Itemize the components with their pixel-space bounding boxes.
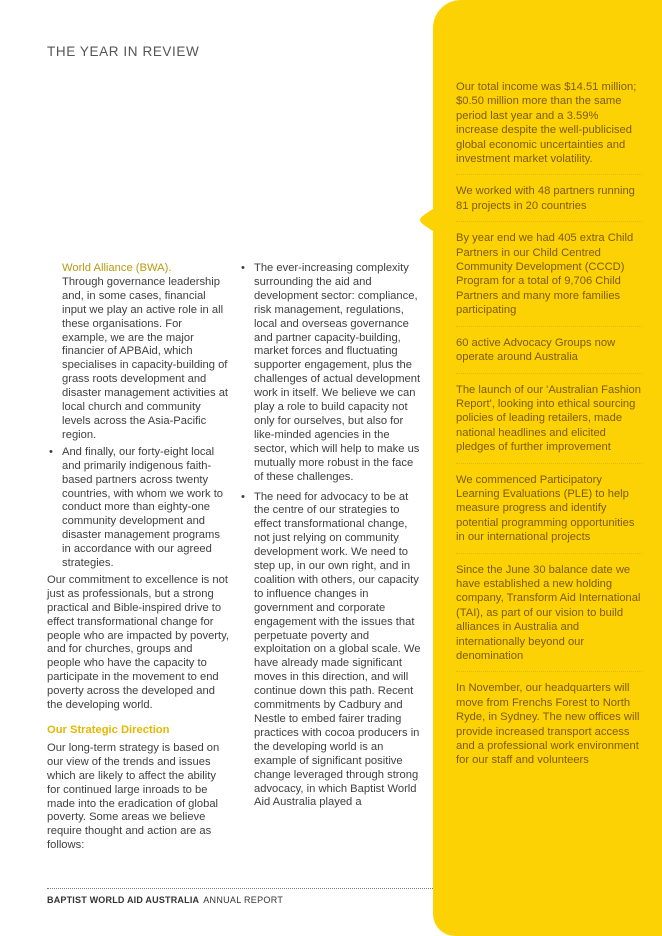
dotted-divider <box>456 221 642 222</box>
bullet-list-middle <box>239 262 422 810</box>
list-item: • And finally, our forty-eight local and primarily indigenous faith-based partners across twenty countries, with whom we work to conduct more than eighty-one community development and disaster management programs in accordance with our agreed strategies. <box>49 445 224 570</box>
dotted-divider <box>456 174 642 175</box>
dotted-divider <box>456 671 642 672</box>
highlight-item: Since the June 30 balance date we have established a new holding company, Transform Aid International (TAI), as part of our vision to build alliances in Australia and internationally beyond our denomination <box>456 563 641 662</box>
commitment-paragraph: Our commitment to excellence is not just as professionals, but a strong practical and Bible-inspired drive to effect transformational change for people who are impacted by poverty, and for churches, groups and people who have the capacity to participate in the movement to end poverty across the developed and the developing world. <box>47 573 230 712</box>
footer-report-label: ANNUAL REPORT <box>203 895 284 905</box>
highlight-item: We commenced Participatory Learning Evaluations (PLE) to help measure progress and identify potential programming opportunities in our international projects <box>456 473 635 544</box>
strategy-paragraph: Our long-term strategy is based on our view of the trends and issues which are likely to affect the ability for continued large inroads to be made into the eradication of global poverty. Some areas we believe require thought and action are as follows: <box>47 741 220 852</box>
page-footer <box>47 895 283 905</box>
highlight-item: 60 active Advocacy Groups now operate around Australia <box>456 336 616 364</box>
panel-notch-shape <box>420 190 450 250</box>
highlight-item: In November, our headquarters will move from Frenchs Forest to North Ryde, in Sydney. The new offices will provide increased transport access and a professional work environment for our staff and volunteers <box>456 682 640 767</box>
bullet-list-left <box>47 446 229 571</box>
dotted-divider <box>456 553 642 554</box>
highlight-item: The launch of our 'Australian Fashion Report', looking into ethical sourcing policies of leading retailers, made national headlines and elicited pledges of further improvement <box>456 383 641 454</box>
body-column-left <box>47 262 229 853</box>
highlight-item: We worked with 48 partners running 81 projects in 20 countries <box>456 185 635 212</box>
list-item: • The ever-increasing complexity surrounding the aid and development sector: compliance, risk management, regulations, local and overseas governance and partner capacity-building, market forces and fluctuating supporter engagement, plus the challenges of actual development work in itself. We believe we can play a role to build capacity not only for ourselves, but also for like-minded agencies in the sector, which will help to make us mutually more robust in the face of these challenges. <box>241 262 421 483</box>
intro-paragraph: Through governance leadership and, in some cases, financial input we play an active role in all these organisations. For example, we are the major financier of APBAid, which specialises in capacity-building of grass roots development and disaster management activities at local church and community levels across the Asia-Pacific region. <box>62 275 229 441</box>
dotted-divider <box>456 373 642 374</box>
strategic-direction-heading: Our Strategic Direction <box>47 724 170 736</box>
page-title: THE YEAR IN REVIEW <box>47 44 200 59</box>
body-column-middle <box>239 262 422 810</box>
footer-divider <box>47 888 433 889</box>
highlights-list <box>456 80 642 776</box>
list-item: • The need for advocacy to be at the centre of our strategies to effect transformational change, not just relying on community development work. We need to step up, in our own right, and in coalition with others, our capacity to influence changes in government and corporate engagement with the issues that perpetuate poverty and exploitation on a global scale. We have already made significant moves in this direction, and will continue down this path. Recent commitments by Cadbury and Nestle to embed fairer trading practices with cocoa producers in the developing world is an example of significant positive change leveraged through strong advocacy, in which Baptist World Aid Australia played a <box>241 490 421 809</box>
highlight-item: Our total income was $14.51 million; $0.50 million more than the same period last year and a 3.59% increase despite the well-publicised global economic uncertainties and investment market volatility. <box>456 81 637 166</box>
highlight-item: By year end we had 405 extra Child Partners in our Child Centred Community Development (CCCD) Program for a total of 9,706 Child Partners and many more families participating <box>456 232 634 317</box>
footer-org-name: BAPTIST WORLD AID AUSTRALIA <box>47 895 200 905</box>
intro-link-text: World Alliance (BWA). <box>62 262 172 274</box>
dotted-divider <box>456 463 642 464</box>
dotted-divider <box>456 326 642 327</box>
